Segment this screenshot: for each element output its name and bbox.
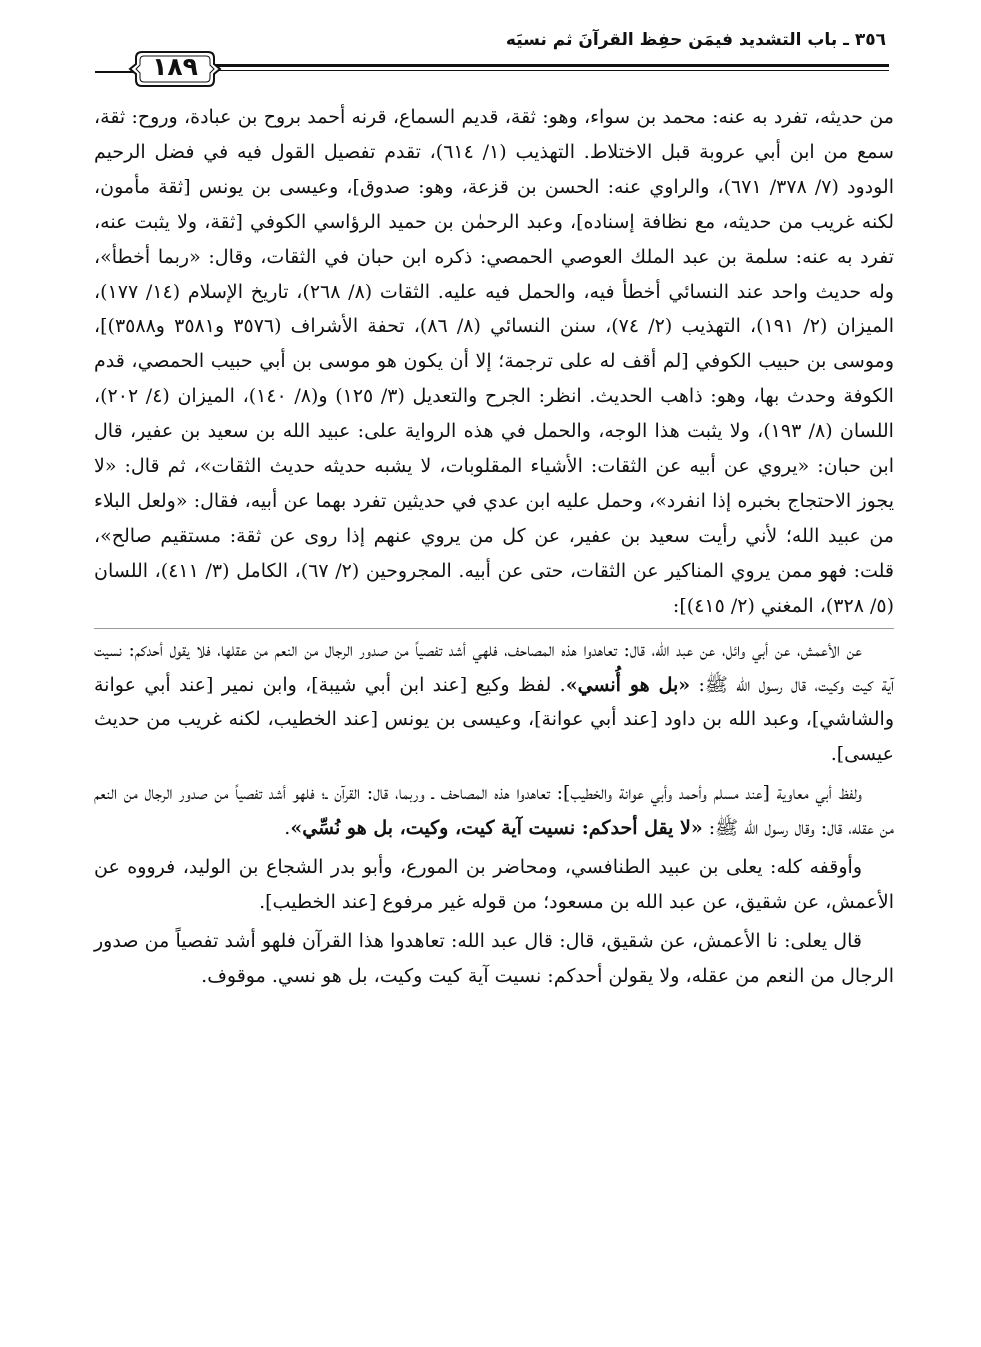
running-title: ٣٥٦ ـ باب التشديد فيمَن حفِظ القرآنَ ثم نسيَه (505, 30, 886, 50)
paragraph-1-rest: . لفظ وكيع [عند ابن أبي شيبة]، وابن نمير [عند أبي عوانة والشاشي]، وعبد الله بن داود [عند أبي عوانة]، وعيسى بن يونس [عند الخطيب، لكنه غريب من حديث عيسى]. (94, 673, 894, 766)
footnote-paragraph: من حديثه، تفرد به عنه: محمد بن سواء، وهو: ثقة، قديم السماع، قرنه أحمد بروح بن عبادة، وروح: ثقة، سمع من ابن أبي عروبة قبل الاختلاط. التهذيب (١/ ٦١٤)، تقدم تفصيل القول فيه في فضل الرحيم الودود (٧/ ٣٧٨/ ٦٧١)، والراوي عنه: الحسن بن قزعة، وهو: صدوق]، وعيسى بن يونس [ثقة مأمون، لكنه غريب من حديثه، مع نظافة إسناده]، وعبد الرحمٰن بن حميد الرؤاسي الكوفي [ثقة، ولا يثبت عنه، تفرد به عنه: سلمة بن عبد الملك العوصي الحمصي: ذكره ابن حبان في الثقات، وقال: «ربما أخطأ»، وله حديث واحد عند النسائي أخطأ فيه، والحمل فيه عليه. الثقات (٨/ ٢٦٨)، تاريخ الإسلام (١٤/ ١٧٧)، الميزان (٢/ ١٩١)، التهذيب (٢/ ٧٤)، سنن النسائي (٨/ ٨٦)، تحفة الأشراف (٣٥٧٦ و٣٥٨١ و٣٥٨٨)]، وموسى بن حبيب الكوفي [لم أقف له على ترجمة؛ إلا أن يكون هو موسى بن أبي حبيب الحمصي، قدم الكوفة وحدث بها، وهو: ذاهب الحديث. انظر: الجرح والتعديل (٣/ ١٢٥) و(٨/ ١٤٠)، الميزان (٤/ ٢٠٢)، اللسان (٨/ ١٩٣)، ولا يثبت هذا الوجه، والحمل في هذه الرواية على: عبيد الله بن سعيد بن عفير، قال ابن حبان: «يروي عن أبيه عن الثقات: الأشياء المقلوبات، لا يشبه حديثه حديث الثقات»، ثم قال: «لا يجوز الاحتجاج بخبره إذا انفرد»، وحمل عليه ابن عدي في حديثين تفرد بهما عن أبيه، فقال: «ولعل البلاء من عبيد الله؛ لأني رأيت سعيد بن عفير، عن كل من يروي عنهم إذا روى عن ثقة: مستقيم صالح»، قلت: فهو ممن يروي المناكير عن الثقات، حتى عن أبيه. المجروحين (٢/ ٦٧)، الكامل (٣/ ٤١١)، اللسان (٥/ ٣٢٨)، المغني (٢/ ٤١٥)]: (94, 100, 894, 629)
page-body (94, 100, 894, 994)
paragraph-2-text: ولفظ أبي معاوية [عند مسلم وأحمد وأبي عوانة والخطيب]: تعاهدوا هذه المصاحف ـ وربما، قال: القرآن ـ؛ فلهو أشد تفصياً من صدور الرجال من النعم من عقله، قال: وقال رسول الله ﷺ: (94, 782, 894, 840)
page-number: ١٨٩ (152, 52, 198, 81)
page-number-badge (128, 46, 222, 92)
paragraph-1 (94, 633, 894, 773)
paragraph-1-text: عن الأعمش، عن أبي وائل، عن عبد الله، قال: تعاهدوا هذه المصاحف، فلهي أشد تفصياً من صدور الرجال من النعم من عقلها، فلا يقول أحدكم: نسيت آية كيت وكيت، قال رسول الله ﷺ: (94, 638, 894, 696)
paragraph-1-quote: «بل هو أُنسي» (565, 673, 691, 696)
paragraph-3: وأوقفه كله: يعلى بن عبيد الطنافسي، ومحاضر بن المورع، وأبو بدر الشجاع بن الوليد، فرووه عن الأعمش، عن شقيق، عن عبد الله بن مسعود؛ من قوله غير مرفوع [عند الخطيب]. (94, 856, 894, 913)
paragraph-2-end: . (284, 817, 291, 840)
header-rule-thin (215, 70, 889, 71)
header-rule-thick (215, 64, 889, 67)
paragraph-2 (94, 776, 894, 846)
paragraph-4: قال يعلى: نا الأعمش، عن شقيق، قال: قال عبد الله: تعاهدوا هذا القرآن فلهو أشد تفصياً من صدور الرجال من النعم من عقله، ولا يقولن أحدكم: نسيت آية كيت وكيت، بل هو نسي. موقوف. (94, 929, 894, 987)
paragraph-2-quote: «لا يقل أحدكم: نسيت آية كيت، وكيت، بل هو نُسِّي» (290, 817, 703, 840)
